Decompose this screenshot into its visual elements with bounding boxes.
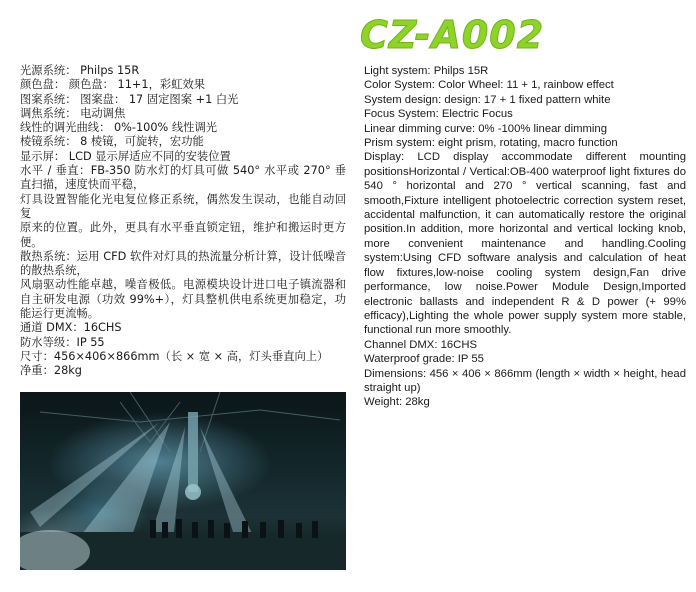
chinese-spec-column (20, 64, 346, 379)
en-prism-system: Prism system: eight prism, rotating, macro function (364, 137, 618, 150)
cn-pattern-system: 图案系统： 图案盘： 17 固定图案 +1 白光 (20, 92, 239, 106)
en-color-system: Color System: Color Wheel: 11 + 1, rainbow effect (364, 79, 614, 92)
en-display-description: Display: LCD display accommodate different mounting positionsHorizontal / Vertical:OB-400 waterproof light fixtures do 540 ° horizontal and 270 ° vertical scanning, fast and smooth,Fixture intelligent photoelectric correction system reset, accidental malfunction, it can automatically restore the original position.In addition, more horizontal and vertical locking knob, more convenient maintenance and handling.Cooling system:Using CFD software analysis and calculation of heat flow fixtures,low-noise cooling system design,Fan drive performance, low noise.Power Module Design,Imported electronic ballasts and independent R & D power (+ 99% efficacy),Lighting the whole power supply system more stable, functional run more smoothly. (364, 151, 686, 337)
cn-prism-system: 棱镜系统： 8 棱镜，可旋转，宏功能 (20, 135, 204, 149)
cn-cooling-system: 散热系统：运用 CFD 软件对灯具的热流量分析计算，设计低噪音的散热系统， (20, 249, 346, 278)
english-spec-column (364, 64, 686, 410)
cn-dmx-channel: 通道 DMX：16CHS (20, 321, 122, 335)
en-light-system: Light system: Philps 15R (364, 65, 489, 77)
cn-waterproof: 防水等级：IP 55 (20, 335, 105, 349)
model-title: CZ-A002 (360, 13, 545, 57)
cn-dimming-curve: 线性的调光曲线： 0%-100% 线性调光 (20, 121, 218, 135)
cn-color-system: 颜色盘： 颜色盘： 11+1，彩虹效果 (20, 78, 206, 92)
stage-scene-graphic (20, 392, 346, 570)
en-dimensions: Dimensions: 456 × 406 × 866mm (length × width × height, head straight up) (364, 367, 686, 394)
cn-focus-system: 调焦系统： 电动调焦 (20, 106, 126, 120)
en-waterproof: Waterproof grade: IP 55 (364, 353, 484, 366)
en-dmx-channel: Channel DMX: 16CHS (364, 338, 478, 351)
en-focus-system: Focus System: Electric Focus (364, 108, 513, 121)
en-dimming-curve: Linear dimming curve: 0% -100% linear dimming (364, 122, 607, 135)
cn-dimensions: 尺寸：456×406×866mm（长 × 宽 × 高，灯头垂直向上） (20, 349, 329, 363)
en-weight: Weight: 28kg (364, 396, 430, 409)
cn-pan-tilt: 水平 / 垂直：FB-350 防水灯的灯具可做 540° 水平或 270° 垂直扫描，速度快而平稳， (20, 164, 346, 192)
en-system-design: System design: design: 17 + 1 fixed pattern white (364, 93, 611, 106)
cn-locking: 原来的位置。此外，更具有水平垂直锁定钮，维护和搬运时更方便。 (20, 221, 346, 249)
stage-lighting-photo (20, 392, 346, 570)
cn-light-system: 光源系统： Philps 15R (20, 64, 140, 77)
cn-power-module: 风扇驱动性能卓越，噪音极低。电源模块设计进口电子镇流器和自主研发电源（功效 99%+），灯具整机供电系统更加稳定，功能运行更流畅。 (20, 278, 346, 321)
cn-display: 显示屏： LCD 显示屏适应不同的安装位置 (20, 149, 231, 163)
cn-weight: 净重：28kg (20, 364, 82, 378)
cn-reset-system: 灯具设置智能化光电复位修正系统，偶然发生误动，也能自动回复 (20, 192, 346, 220)
